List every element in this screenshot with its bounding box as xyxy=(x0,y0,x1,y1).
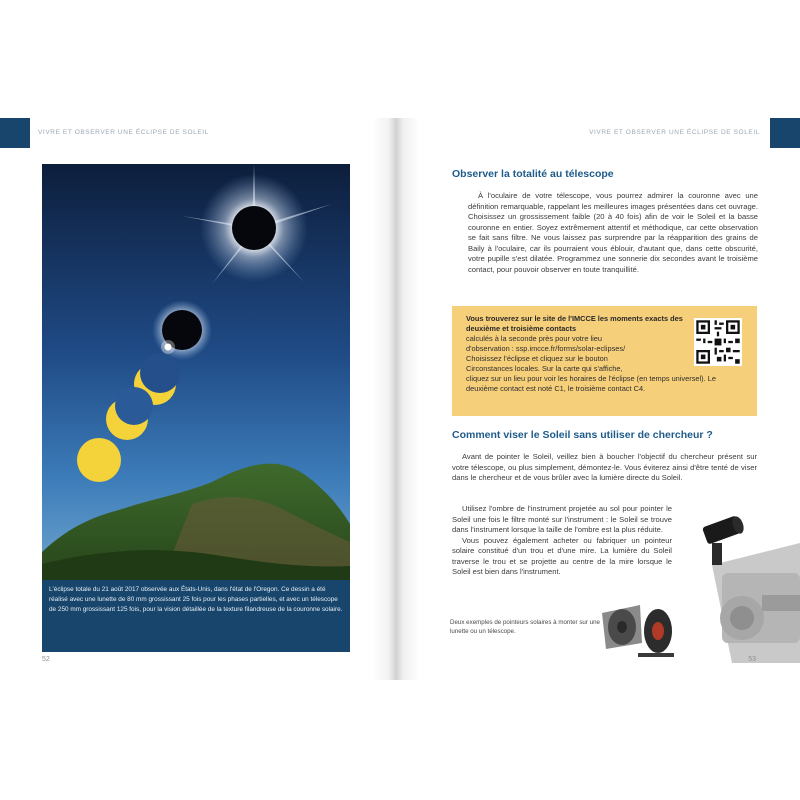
info-box-line: Choisissez l'éclipse et cliquez sur le bouton xyxy=(466,354,608,363)
running-head: VIVRE ET OBSERVER UNE ÉCLIPSE DE SOLEIL xyxy=(589,129,760,136)
section-title-totality: Observer la totalité au télescope xyxy=(452,168,614,180)
section-title-aiming: Comment viser le Soleil sans utiliser de chercheur ? xyxy=(452,429,713,441)
info-box-link-line: d'observation : ssp.imcce.fr/forms/solar-eclipses/ xyxy=(466,344,626,353)
section-body-aiming xyxy=(452,452,757,484)
aiming-paragraph-2: Utilisez l'ombre de l'instrument projetée au sol pour pointer le Soleil une fois le filtre monté sur l'instrument : le Soleil se trouve dans l'instrument lorsque la taille de l'ombre est la plus réduite. xyxy=(452,504,672,534)
partial-phase-3 xyxy=(77,438,121,482)
solar-pointer-tube xyxy=(702,515,746,565)
page-number: 53 xyxy=(748,656,756,663)
info-box xyxy=(452,306,757,416)
figure-caption: L'éclipse totale du 21 août 2017 observée aux États-Unis, dans l'état de l'Oregon. Ce dessin a été réalisé avec une lunette de 80 mm grossissant 25 fois pour les phases partielles, et avec un télescope de 250 mm grossissant 125 fois, pour la vision détaillée de la texture filandreuse de la couronne solaire. xyxy=(42,580,350,652)
page-number: 52 xyxy=(42,656,50,663)
info-box-line: Circonstances locales. Sur la carte qui s'affiche, xyxy=(466,364,623,373)
book-spread xyxy=(0,118,800,680)
info-box-line: cliquez sur un lieu pour voir les horaires de l'éclipse (en temps universel). Le deuxième contact est noté C1, le troisième contact C4. xyxy=(466,374,716,393)
pointers-caption: Deux exemples de pointeurs solaires à monter sur une lunette ou un télescope. xyxy=(450,619,600,635)
telescope-body xyxy=(712,543,800,663)
info-box-line: calculés à la seconde près pour votre lieu xyxy=(466,334,602,343)
info-box-heading: Vous trouverez sur le site de l'IMCCE les moments exacts des deuxième et troisième contacts xyxy=(466,314,683,333)
aiming-paragraph-3: Vous pouvez également acheter ou fabriquer un pointeur solaire constitué d'un trou et d'une mire. La lumière du Soleil traverse le trou et se projette au centre de la mire lorsque le Soleil est bien dans l'instrument. xyxy=(452,535,672,576)
section-body-totality: À l'oculaire de votre télescope, vous pourrez admirer la couronne avec une définition remarquable, rappelant les meilleures images présentées dans cet ouvrage. Choisissez un grossissement faible (20 à 40 fois) afin de voir le Soleil et la basse couronne en entier. Soyez extrêmement attentif et méthodique, car cette observation se fait sans filtre. Ne vous laissez pas surprendre par la réapparition des grains de Baily à l'oculaire, car ils pourraient vous éblouir, d'autant que, dans cette obscurité, votre pupille s'est dilatée. Programmez une sonnerie dix secondes avant le troisième contact, pour pouvoir observer en toute tranquillité. xyxy=(468,191,758,274)
diamond-ring-phase xyxy=(152,300,212,360)
chapter-tab xyxy=(770,118,800,148)
left-page xyxy=(0,118,392,680)
running-head: VIVRE ET OBSERVER UNE ÉCLIPSE DE SOLEIL xyxy=(38,129,209,136)
chapter-tab xyxy=(0,118,30,148)
solar-pointer-disks xyxy=(602,605,674,657)
solar-pointers-photo xyxy=(592,503,800,663)
right-page xyxy=(392,118,800,680)
qr-code-icon[interactable] xyxy=(694,318,742,366)
eclipse-sequence-illustration xyxy=(42,164,350,580)
aiming-paragraph-1: Avant de pointer le Soleil, veillez bien à boucher l'objectif du chercheur présent sur votre télescope, ou plus simplement, démontez-le. Vous éviterez ainsi d'être tenté de viser dans le chercheur et de vous brûler avec la lumière directe du Soleil. xyxy=(452,452,757,482)
book-gutter-shadow xyxy=(372,118,420,680)
